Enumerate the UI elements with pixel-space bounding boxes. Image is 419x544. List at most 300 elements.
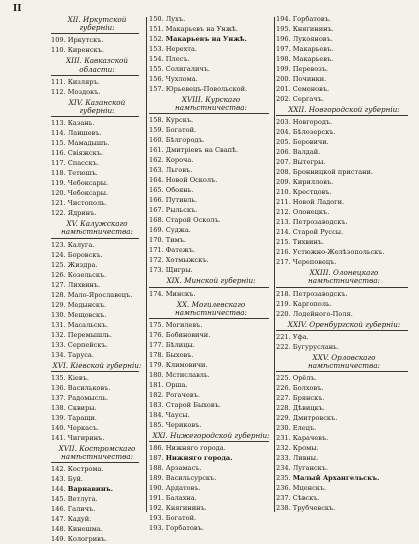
entry-name: Кирилловъ. [292, 178, 334, 187]
entry-name: Брянскъ. [292, 394, 325, 403]
heading-rule [51, 75, 139, 76]
index-entry [149, 340, 273, 350]
entry-name: Тихвинъ. [292, 238, 325, 247]
entry-name: Крестцовъ. [292, 188, 332, 197]
entry-name: Старой Осколъ. [165, 216, 221, 225]
index-entry [276, 157, 412, 167]
index-entry [51, 413, 143, 423]
entry-name: Сквиры. [67, 403, 97, 412]
entry-name: Луганскъ. [292, 464, 329, 473]
heading-rule [149, 318, 269, 319]
entry-name: Мценскъ. [292, 484, 327, 493]
index-entry [149, 513, 273, 523]
index-entry [276, 443, 412, 453]
entry-number: 178. [149, 351, 164, 360]
index-entry [51, 198, 143, 208]
entry-number: 130. [51, 310, 66, 319]
entry-name: Лухъ. [165, 15, 186, 23]
entry-name: Лихвинъ. [67, 280, 101, 289]
entry-name: Богатой. [165, 126, 197, 135]
index-entry [149, 195, 273, 205]
index-entry [276, 74, 412, 84]
index-entry [276, 463, 412, 473]
entry-number: 201. [276, 85, 291, 93]
index-entry [276, 373, 412, 383]
entry-number: 125. [51, 260, 66, 269]
entry-name: Чигиринъ. [67, 433, 105, 442]
entry-name: Ливны. [292, 454, 319, 463]
index-entry [51, 77, 143, 87]
entry-number: 187. [149, 454, 164, 463]
index-entry [276, 117, 412, 127]
entry-name: Княгининъ. [292, 25, 334, 33]
section-heading: XXII. Новгородской губерніи: [288, 105, 400, 114]
entry-name: Щигры. [165, 266, 193, 275]
index-entry [149, 420, 273, 430]
entry-name: Жиздра. [67, 260, 98, 269]
index-entry [276, 94, 412, 104]
entry-name: Спасскъ. [67, 159, 99, 168]
entry-name: Кіевъ. [67, 373, 89, 382]
entry-number: 153. [149, 45, 164, 53]
entry-name: Кинешма. [67, 525, 103, 534]
entry-number: 141. [51, 433, 66, 442]
entry-name: Лаишевъ. [67, 129, 102, 138]
entry-name: Макарьевъ. [292, 55, 334, 63]
entry-number: 181. [149, 381, 164, 390]
entry-number: 138. [51, 403, 66, 412]
index-entry [51, 260, 143, 270]
index-entry [149, 64, 273, 74]
index-entry [51, 494, 143, 504]
entry-name: Череповецъ. [292, 258, 337, 267]
entry-name: Боровскъ. [67, 250, 103, 259]
index-column-2 [149, 14, 273, 533]
entry-number: 121. [51, 199, 66, 208]
heading-rule [51, 33, 139, 34]
entry-number: 196. [276, 35, 291, 43]
index-entry [276, 207, 412, 217]
entry-name: Мстиславль. [165, 371, 210, 380]
entry-number: 202. [276, 95, 291, 103]
entry-name: Чистополь. [67, 199, 107, 208]
entry-number: 150. [149, 15, 164, 23]
entry-number: 124. [51, 250, 66, 259]
entry-number: 131. [51, 320, 66, 329]
index-entry [276, 299, 412, 309]
heading-rule [276, 287, 408, 288]
index-entry [276, 403, 412, 413]
index-entry [149, 255, 273, 265]
entry-number: 212. [276, 208, 291, 217]
index-entry [149, 135, 273, 145]
entry-number: 205. [276, 138, 291, 147]
heading-rule [149, 287, 269, 288]
section-heading: XXIII. Олонецкаго намѣстничества: [308, 268, 380, 286]
entry-name: Горбатовъ. [165, 524, 204, 533]
index-entry [149, 245, 273, 255]
entry-number: 143. [51, 475, 66, 484]
entry-name: Дмитріевъ на Свапѣ. [165, 146, 239, 155]
entry-number: 219. [276, 299, 291, 308]
entry-number: 167. [149, 206, 164, 215]
index-entry [276, 413, 412, 423]
entry-name: Мамадышъ. [67, 139, 110, 148]
entry-number: 193. [149, 524, 164, 533]
entry-number: 221. [276, 332, 291, 341]
entry-name: Казань. [67, 119, 95, 128]
index-entry [51, 178, 143, 188]
index-entry [51, 504, 143, 514]
index-entry [276, 34, 412, 44]
entry-name: Орша. [165, 381, 188, 390]
index-entry [149, 34, 273, 44]
entry-number: 193. [149, 514, 164, 523]
index-entry [51, 474, 143, 484]
index-entry [149, 54, 273, 64]
entry-name: Бѣлгородъ. [165, 136, 205, 145]
entry-name: Моздокъ. [67, 87, 101, 96]
entry-number: 156. [149, 75, 164, 83]
index-entry [276, 453, 412, 463]
entry-number: 159. [149, 126, 164, 135]
section-heading: XXV. Орловскаго намѣстничества: [308, 352, 380, 371]
index-entry [51, 300, 143, 310]
entry-name: Курскъ. [165, 116, 194, 125]
entry-number: 171. [149, 246, 164, 255]
entry-name: Свіяжскъ. [67, 149, 103, 158]
entry-name: Макарьевъ на Унжѣ. [165, 35, 247, 43]
entry-name: Починки. [292, 75, 327, 83]
entry-name: Васильсурскъ. [165, 474, 217, 483]
entry-name: Юрьевецъ-Повольской. [165, 85, 248, 93]
entry-number: 133. [51, 340, 66, 349]
index-entry [276, 309, 412, 319]
entry-name: Масальскъ. [67, 320, 108, 329]
entry-number: 149. [51, 535, 66, 544]
entry-name: Дмитровскъ. [292, 414, 338, 423]
entry-number: 183. [149, 401, 164, 410]
index-entry [276, 197, 412, 207]
index-entry [51, 350, 143, 360]
heading-rule [149, 441, 269, 442]
entry-name: Сергачъ. [292, 95, 325, 103]
entry-number: 179. [149, 361, 164, 370]
entry-number: 128. [51, 290, 66, 299]
index-entry [51, 514, 143, 524]
entry-number: 194. [276, 15, 291, 23]
entry-number: 160. [149, 136, 164, 145]
entry-name: Солигаличъ. [165, 65, 211, 73]
entry-number: 231. [276, 434, 291, 443]
entry-number: 189. [149, 474, 164, 483]
entry-name: Минскъ. [165, 289, 196, 298]
entry-number: 116. [51, 149, 66, 158]
index-entry [149, 205, 273, 215]
entry-number: 226. [276, 384, 291, 393]
index-entry [276, 493, 412, 503]
entry-name: Лукояновъ. [292, 35, 333, 43]
entry-number: 180. [149, 371, 164, 380]
entry-number: 122. [51, 209, 66, 218]
entry-number: 177. [149, 341, 164, 350]
entry-name: Нерехта. [165, 45, 197, 53]
index-entry [149, 360, 273, 370]
entry-name: Калуга. [67, 240, 95, 249]
entry-number: 120. [51, 189, 66, 198]
index-entry [149, 125, 273, 135]
index-entry [276, 167, 412, 177]
entry-number: 214. [276, 228, 291, 237]
entry-name: Кострома. [67, 465, 104, 474]
heading-rule [276, 330, 408, 331]
entry-number: 190. [149, 484, 164, 493]
entry-number: 203. [276, 118, 291, 127]
entry-name: Суджа. [165, 226, 191, 235]
index-entry [149, 215, 273, 225]
index-entry [51, 310, 143, 320]
entry-number: 162. [149, 156, 164, 165]
index-entry [276, 127, 412, 137]
entry-name: Медынскъ. [67, 300, 107, 309]
section-heading: XX. Могилевскаго намѣстничества: [175, 299, 247, 317]
entry-name: Новгородъ. [292, 118, 333, 127]
index-entry [149, 453, 273, 463]
entry-name: Боровичи. [292, 138, 329, 147]
index-entry [149, 289, 273, 299]
entry-name: Васильковъ. [67, 383, 111, 392]
entry-name: Горбатовъ. [292, 15, 331, 23]
entry-number: 173. [149, 266, 164, 275]
entry-number: 111. [51, 77, 66, 86]
entry-name: Рогачевъ. [165, 391, 200, 400]
entry-name: Чебоксары. [67, 179, 109, 188]
section-heading: XVIII. Курскаго намѣстничества: [175, 95, 247, 113]
index-entry [149, 523, 273, 533]
section-heading: XXI. Нижегородской губерніи: [152, 431, 270, 441]
index-entry [51, 524, 143, 534]
entry-name: Рыльскъ. [165, 206, 198, 215]
index-entry [51, 270, 143, 280]
entry-name: Старой Руссы. [292, 228, 344, 237]
index-entry [149, 145, 273, 155]
entry-name: Плесъ. [165, 55, 190, 63]
entry-number: 216. [276, 248, 291, 257]
entry-number: 109. [51, 36, 66, 45]
entry-name: Буй. [67, 475, 84, 484]
index-entry [149, 390, 273, 400]
entry-number: 142. [51, 465, 66, 474]
entry-number: 225. [276, 374, 291, 383]
index-entry [276, 24, 412, 34]
index-entry [51, 320, 143, 330]
entry-number: 209. [276, 178, 291, 187]
entry-number: 174. [149, 289, 164, 298]
entry-number: 229. [276, 414, 291, 423]
entry-number: 132. [51, 330, 66, 339]
index-entry [149, 330, 273, 340]
entry-number: 123. [51, 240, 66, 249]
entry-number: 233. [276, 454, 291, 463]
index-entry [149, 483, 273, 493]
entry-number: 200. [276, 75, 291, 83]
entry-name: Мало-Ярославецъ. [67, 290, 133, 299]
entry-number: 192. [149, 504, 164, 513]
entry-name: Чериковъ. [165, 421, 202, 430]
index-entry [51, 393, 143, 403]
index-entry [276, 237, 412, 247]
index-entry [51, 208, 143, 218]
index-entry [276, 332, 412, 342]
index-entry [276, 54, 412, 64]
entry-number: 191. [149, 494, 164, 503]
entry-number: 112. [51, 87, 66, 96]
index-entry [149, 320, 273, 330]
index-entry [276, 247, 412, 257]
entry-name: Таращи. [67, 413, 97, 422]
entry-number: 155. [149, 65, 164, 73]
entry-name: Варнавинъ. [67, 485, 114, 494]
entry-name: Таруса. [67, 350, 94, 359]
entry-name: Бѣлицы. [165, 341, 195, 350]
index-entry [51, 290, 143, 300]
entry-number: 218. [276, 289, 291, 298]
entry-number: 204. [276, 128, 291, 137]
entry-number: 172. [149, 256, 164, 265]
index-entry [276, 473, 412, 483]
entry-number: 157. [149, 85, 164, 93]
index-entry [276, 423, 412, 433]
index-entry [51, 280, 143, 290]
index-entry [149, 84, 273, 94]
section-heading: XVII. Костромскаго намѣстничества: [58, 443, 136, 462]
entry-name: Ветлуга. [67, 495, 98, 504]
index-entry [51, 87, 143, 97]
entry-name: Петрозаводскъ. [292, 218, 348, 227]
index-entry [149, 74, 273, 84]
entry-name: Семеновъ. [292, 85, 330, 93]
entry-name: Бугуруслань. [292, 342, 339, 351]
entry-number: 227. [276, 394, 291, 403]
index-entry [276, 383, 412, 393]
index-entry [51, 128, 143, 138]
entry-number: 154. [149, 55, 164, 63]
entry-number: 235. [276, 474, 291, 483]
entry-name: Лодейного-Поля. [292, 309, 353, 318]
index-entry [51, 383, 143, 393]
index-entry [51, 433, 143, 443]
index-entry [149, 380, 273, 390]
entry-number: 136. [51, 383, 66, 392]
heading-rule [149, 113, 269, 114]
index-entry [149, 350, 273, 360]
entry-name: Арзамасъ. [165, 464, 202, 473]
index-entry [149, 235, 273, 245]
entry-name: Климовичи. [165, 361, 208, 370]
entry-name: Новой Осколъ. [165, 176, 218, 185]
entry-number: 168. [149, 216, 164, 225]
heading-rule [51, 462, 139, 463]
entry-number: 182. [149, 391, 164, 400]
entry-name: Бронницкой пристани. [292, 168, 374, 177]
index-entry [51, 188, 143, 198]
index-entry [51, 118, 143, 128]
entry-name: Иркутскъ. [67, 36, 104, 45]
entry-name: Кадуй. [67, 515, 92, 524]
heading-rule [51, 116, 139, 117]
index-entry [276, 217, 412, 227]
index-entry [149, 165, 273, 175]
index-entry [51, 168, 143, 178]
entry-name: Чухлома. [165, 75, 198, 83]
entry-name: Вытегры. [292, 158, 326, 167]
entry-name: Старой Быховъ. [165, 401, 221, 410]
entry-name: Сѣвскъ. [292, 494, 320, 503]
entry-name: Нижняго города. [165, 454, 233, 463]
entry-name: Уфа. [292, 332, 309, 341]
entry-name: Серпейскъ. [67, 340, 108, 349]
index-entry [51, 148, 143, 158]
entry-number: 185. [149, 421, 164, 430]
index-entry [51, 464, 143, 474]
entry-number: 163. [149, 166, 164, 175]
entry-name: Кизляръ. [67, 77, 100, 86]
entry-number: 175. [149, 321, 164, 330]
index-entry [276, 187, 412, 197]
entry-number: 165. [149, 186, 164, 195]
entry-number: 211. [276, 198, 291, 207]
entry-number: 151. [149, 25, 164, 33]
entry-name: Перемышль. [67, 330, 112, 339]
entry-number: 110. [51, 46, 66, 55]
entry-name: Петрозаводскъ. [292, 289, 348, 298]
index-entry [51, 35, 143, 45]
entry-name: Галичъ. [67, 505, 96, 514]
index-entry [276, 342, 412, 352]
index-entry [149, 265, 273, 275]
entry-name: Тетюшъ. [67, 169, 98, 178]
entry-name: Киренскъ. [67, 46, 104, 55]
heading-rule [276, 115, 408, 116]
index-entry [51, 45, 143, 55]
index-entry [276, 137, 412, 147]
entry-name: Княгининъ. [165, 504, 207, 513]
entry-number: 113. [51, 119, 66, 128]
page-number: II [13, 4, 22, 14]
entry-number: 114. [51, 129, 66, 138]
entry-number: 139. [51, 413, 66, 422]
entry-name: Дѣвицкъ. [292, 404, 325, 413]
entry-name: Перевозъ. [292, 65, 329, 73]
index-entry [149, 225, 273, 235]
entry-number: 184. [149, 411, 164, 420]
index-entry [51, 250, 143, 260]
heading-rule [276, 371, 408, 372]
index-entry [149, 115, 273, 125]
index-entry [51, 423, 143, 433]
entry-number: 195. [276, 25, 291, 33]
entry-name: Макарьевъ. [292, 45, 334, 53]
index-entry [51, 403, 143, 413]
index-entry [51, 158, 143, 168]
entry-name: Устюжно-Желѣзопольскъ. [292, 248, 385, 257]
index-entry [276, 289, 412, 299]
entry-number: 140. [51, 423, 66, 432]
entry-number: 236. [276, 484, 291, 493]
entry-name: Ядринъ. [67, 209, 97, 218]
entry-name: Карачевъ. [292, 434, 329, 443]
entry-number: 126. [51, 270, 66, 279]
